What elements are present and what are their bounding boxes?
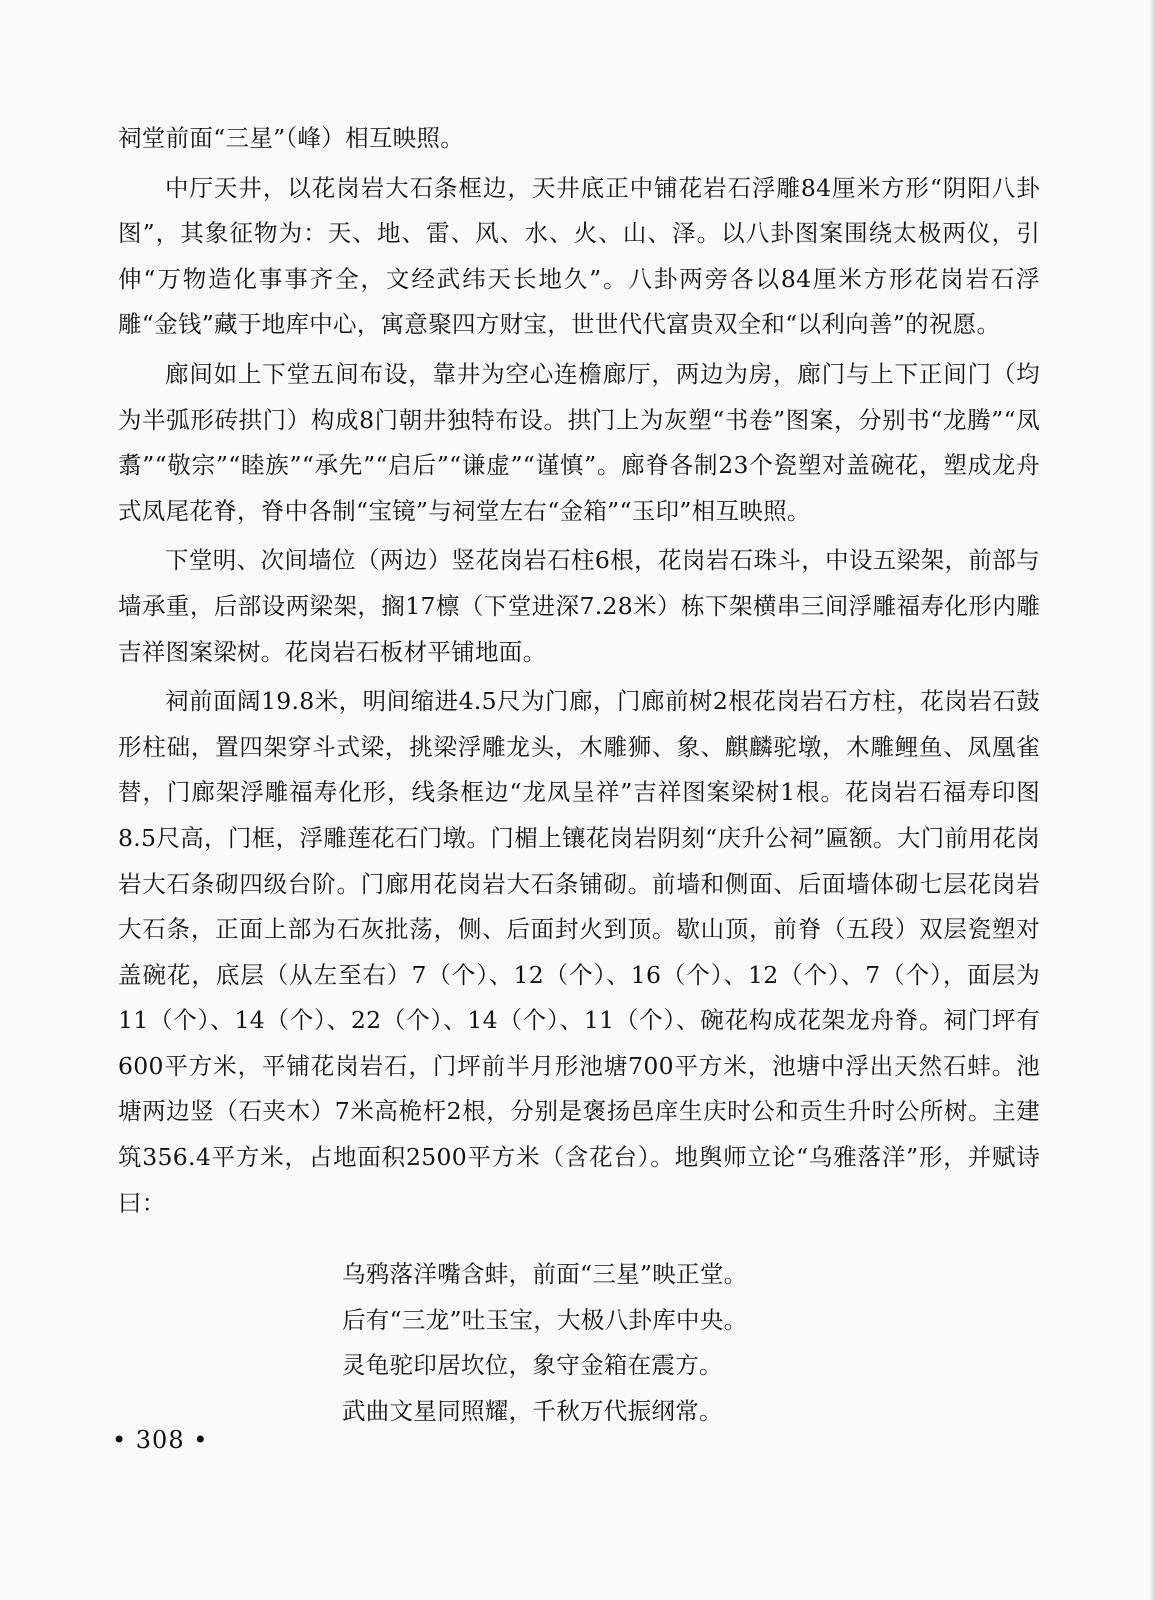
poem-line: 后有“三龙”吐玉宝，大极八卦库中央。 (342, 1305, 748, 1334)
paragraph-lower-hall: 下堂明、次间墙位（两边）竖花岗岩石柱6根，花岗岩石珠斗，中设五梁架，前部与墙承重，后部设两梁架，搁17檩（下堂进深7.28米）栋下架横串三间浮雕福寿化形内雕吉祥图案梁树。花岗岩石板材平铺地面。 (118, 546, 1040, 666)
scan-edge-shadow (1149, 0, 1155, 1600)
paragraph-corridor: 廊间如上下堂五间布设，靠井为空心连檐廊厅，两边为房，廊门与上下正间门（均为半弧形砖拱门）构成8门朝井独特布设。拱门上为灰塑“书卷”图案，分别书“龙腾”“凤翥”“敬宗”“睦族”“承先”“启后”“谦虚”“谨慎”。廊脊各制23个瓷塑对盖碗花，塑成龙舟式凤尾花脊，脊中各制“宝镜”与祠堂左右“金箱”“玉印”相互映照。 (118, 359, 1040, 525)
paragraph-courtyard: 中厅天井，以花岗岩大石条框边，天井底正中铺花岩石浮雕84厘米方形“阴阳八卦图”，其象征物为：天、地、雷、风、水、火、山、泽。以八卦图案围绕太极两仪，引伸“万物造化事事齐全，文经武纬天长地久”。八卦两旁各以84厘米方形花岗岩石浮雕“金钱”藏于地库中心，寓意聚四方财宝，世世代代富贵双全和“以利向善”的祝愿。 (118, 173, 1040, 339)
poem (342, 1252, 942, 1434)
paragraph-continuation: 祠堂前面“三星”（峰）相互映照。 (118, 124, 465, 152)
body-text (118, 116, 1040, 1230)
poem-line: 武曲文星同照耀，千秋万代振纲常。 (342, 1396, 723, 1425)
poem-line: 乌鸦落洋嘴含蚌，前面“三星”映正堂。 (342, 1260, 748, 1288)
paragraph-facade: 祠前面阔19.8米，明间缩进4.5尺为门廊，门廊前树2根花岗岩石方柱，花岗岩石鼓形柱础，置四架穿斗式梁，挑梁浮雕龙头，木雕狮、象、麒麟驼墩，木雕鲤鱼、凤凰雀替，门廊架浮雕福寿化形，线条框边“龙凤呈祥”吉祥图案梁树1根。花岗岩石福寿印图8.5尺高，门框，浮雕莲花石门墩。门楣上镶花岗岩阴刻“庆升公祠”匾额。大门前用花岗岩大石条砌四级台阶。门廊用花岗岩大石条铺砌。前墙和侧面、后面墙体砌七层花岗岩大石条，正面上部为石灰批荡，侧、后面封火到顶。歇山顶，前脊（五段）双层瓷塑对盖碗花，底层（从左至右）7（个）、12（个）、16（个）、12（个）、7（个），面层为11（个）、14（个）、22（个）、14（个）、11（个）、碗花构成花架龙舟脊。祠门坪有600平方米，平铺花岗岩石，门坪前半月形池塘700平方米，池塘中浮出天然石蚌。池塘两边竖（石夹木）7米高桅杆2根，分别是褒扬邑庠生庆时公和贡生升时公所树。主建筑356.4平方米，占地面积2500平方米（含花台）。地舆师立论“乌雅落洋”形，并赋诗曰： (118, 687, 1040, 1217)
poem-line: 灵龟驼印居坎位，象守金箱在震方。 (342, 1351, 723, 1379)
page-number: • 308 • (112, 1426, 209, 1454)
